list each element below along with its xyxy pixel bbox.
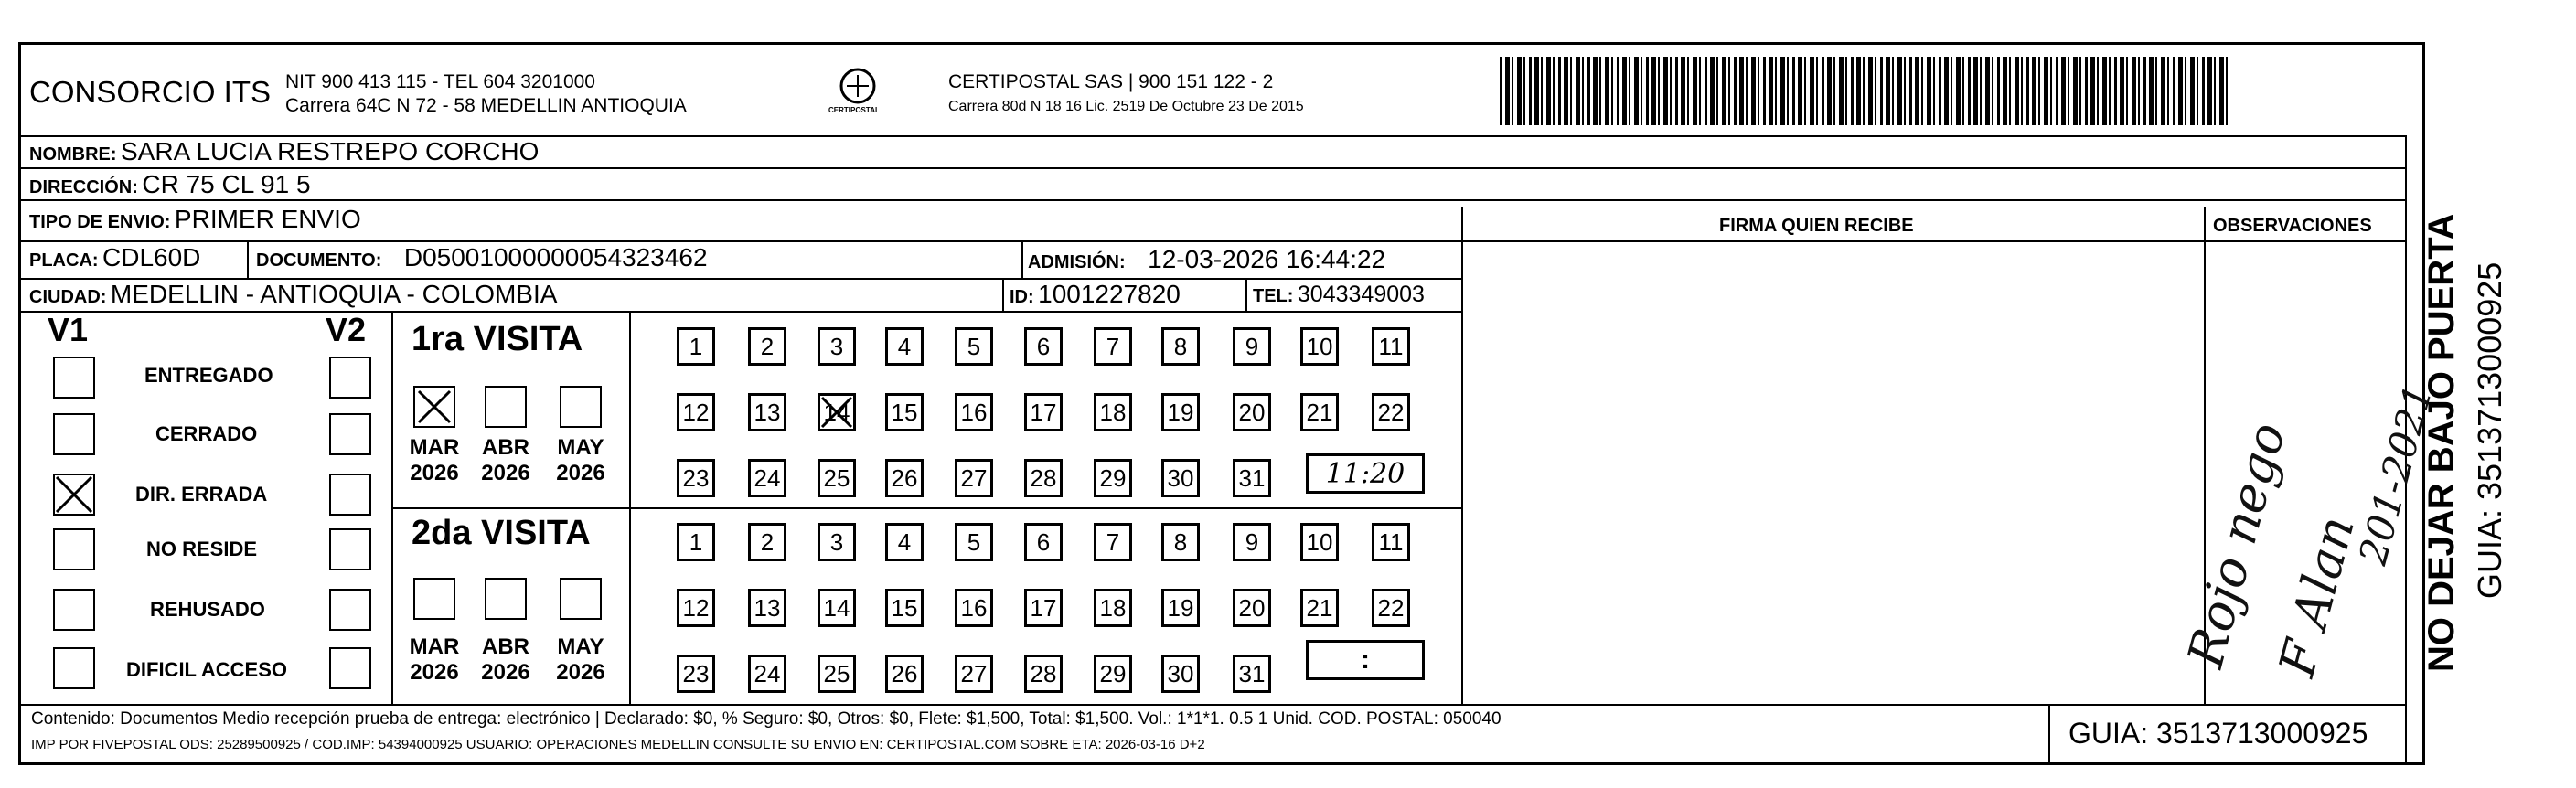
check-x-icon xyxy=(415,388,454,426)
divider xyxy=(18,311,1461,313)
second-visit-day-30[interactable]: 30 xyxy=(1161,655,1200,693)
id-label: ID: xyxy=(1010,287,1034,307)
company-name: CONSORCIO ITS xyxy=(29,75,272,109)
status-rehusado: REHUSADO xyxy=(150,598,265,621)
v2-checkbox-cerrado[interactable] xyxy=(329,413,371,455)
first-visit-day-19[interactable]: 19 xyxy=(1161,393,1200,431)
divider xyxy=(1461,240,2405,242)
first-visit-day-12[interactable]: 12 xyxy=(677,393,715,431)
v2-checkbox-dir-errada[interactable] xyxy=(329,474,371,516)
divider xyxy=(1002,278,1004,311)
first-visit-month-mar-checkbox[interactable] xyxy=(413,386,455,428)
first-visit-day-31[interactable]: 31 xyxy=(1233,459,1271,497)
tipo-envio-value: PRIMER ENVIO xyxy=(174,205,361,233)
nombre-label: NOMBRE: xyxy=(29,144,117,165)
first-visit-day-24[interactable]: 24 xyxy=(748,459,786,497)
second-visit-day-11[interactable]: 11 xyxy=(1372,523,1410,561)
second-visit-time[interactable]: : xyxy=(1306,640,1425,680)
divider xyxy=(18,167,2405,169)
month-label-mar: MAR 2026 xyxy=(409,634,460,685)
admision-label: ADMISIÓN: xyxy=(1028,252,1126,272)
admision-value: 12-03-2026 16:44:22 xyxy=(1148,245,1386,273)
first-visit-day-18[interactable]: 18 xyxy=(1094,393,1132,431)
first-visit-day-5[interactable]: 5 xyxy=(955,327,993,366)
first-visit-day-21[interactable]: 21 xyxy=(1300,393,1339,431)
second-visit-day-7[interactable]: 7 xyxy=(1094,523,1132,561)
first-visit-day-23[interactable]: 23 xyxy=(677,459,715,497)
second-visit-day-22[interactable]: 22 xyxy=(1372,589,1410,627)
tel-label: TEL: xyxy=(1253,286,1294,306)
status-entregado: ENTREGADO xyxy=(144,364,273,387)
second-visit-day-27[interactable]: 27 xyxy=(955,655,993,693)
v2-checkbox-no-reside[interactable] xyxy=(329,528,371,570)
ciudad-label: CIUDAD: xyxy=(29,287,107,307)
first-visit-day-16[interactable]: 16 xyxy=(955,393,993,431)
first-visit-day-4[interactable]: 4 xyxy=(885,327,924,366)
observaciones-header: OBSERVACIONES xyxy=(2213,216,2372,236)
second-visit-day-29[interactable]: 29 xyxy=(1094,655,1132,693)
second-visit-month-abr-checkbox[interactable] xyxy=(485,578,527,620)
first-visit-day-9[interactable]: 9 xyxy=(1233,327,1271,366)
second-visit-day-28[interactable]: 28 xyxy=(1024,655,1063,693)
first-visit-day-27[interactable]: 27 xyxy=(955,459,993,497)
second-visit-day-14[interactable]: 14 xyxy=(818,589,856,627)
second-visit-day-4[interactable]: 4 xyxy=(885,523,924,561)
second-visit-day-19[interactable]: 19 xyxy=(1161,589,1200,627)
first-visit-day-8[interactable]: 8 xyxy=(1161,327,1200,366)
month-label-may: MAY 2026 xyxy=(556,435,605,485)
status-dificil-acceso: DIFICIL ACCESO xyxy=(126,658,288,681)
v1-checkbox-dificil-acceso[interactable] xyxy=(53,647,95,689)
first-visit-day-14[interactable]: 14 xyxy=(818,393,856,431)
second-visit-day-2[interactable]: 2 xyxy=(748,523,786,561)
v2-checkbox-dificil-acceso[interactable] xyxy=(329,647,371,689)
v1-checkbox-rehusado[interactable] xyxy=(53,589,95,631)
second-visit-day-1[interactable]: 1 xyxy=(677,523,715,561)
divider xyxy=(18,704,2405,706)
divider xyxy=(1461,207,1463,704)
documento-label: DOCUMENTO: xyxy=(256,250,382,271)
status-cerrado: CERRADO xyxy=(155,422,258,445)
firma-header: FIRMA QUIEN RECIBE xyxy=(1719,216,1914,236)
first-visit-day-3[interactable]: 3 xyxy=(818,327,856,366)
divider xyxy=(247,240,249,278)
first-visit-day-2[interactable]: 2 xyxy=(748,327,786,366)
first-visit-day-15[interactable]: 15 xyxy=(885,393,924,431)
v1-header: V1 xyxy=(48,311,89,348)
first-visit-day-25[interactable]: 25 xyxy=(818,459,856,497)
second-visit-day-13[interactable]: 13 xyxy=(748,589,786,627)
first-visit-day-28[interactable]: 28 xyxy=(1024,459,1063,497)
v1-checkbox-dir-errada[interactable] xyxy=(53,474,95,516)
first-visit-day-26[interactable]: 26 xyxy=(885,459,924,497)
direccion-value: CR 75 CL 91 5 xyxy=(142,170,311,198)
placa-label: PLACA: xyxy=(29,250,99,271)
placa-value: CDL60D xyxy=(102,243,201,272)
second-visit-day-31[interactable]: 31 xyxy=(1233,655,1271,693)
first-visit-day-11[interactable]: 11 xyxy=(1372,327,1410,366)
v2-checkbox-rehusado[interactable] xyxy=(329,589,371,631)
month-label-abr: ABR 2026 xyxy=(481,634,530,685)
first-visit-day-30[interactable]: 30 xyxy=(1161,459,1200,497)
second-visit-day-25[interactable]: 25 xyxy=(818,655,856,693)
second-visit-day-6[interactable]: 6 xyxy=(1024,523,1063,561)
first-visit-day-6[interactable]: 6 xyxy=(1024,327,1063,366)
second-visit-day-18[interactable]: 18 xyxy=(1094,589,1132,627)
handwritten-note: Rojo nego xyxy=(2176,416,2297,674)
second-visit-day-21[interactable]: 21 xyxy=(1300,589,1339,627)
tel-value: 3043349003 xyxy=(1297,282,1425,307)
side-warning: NO DEJAR BAJO PUERTA xyxy=(2421,213,2462,672)
status-dir-errada: DIR. ERRADA xyxy=(135,483,268,506)
second-visit-day-8[interactable]: 8 xyxy=(1161,523,1200,561)
id-value: 1001227820 xyxy=(1038,280,1181,308)
second-visit-day-9[interactable]: 9 xyxy=(1233,523,1271,561)
first-visit-day-1[interactable]: 1 xyxy=(677,327,715,366)
logo-text: CERTIPOSTAL xyxy=(828,106,880,114)
second-visit-day-17[interactable]: 17 xyxy=(1024,589,1063,627)
second-visit-day-12[interactable]: 12 xyxy=(677,589,715,627)
second-visit-month-mar-checkbox[interactable] xyxy=(413,578,455,620)
month-label-mar: MAR 2026 xyxy=(409,435,460,485)
first-visit-day-7[interactable]: 7 xyxy=(1094,327,1132,366)
v2-header: V2 xyxy=(326,311,367,348)
second-visit-month-may-checkbox[interactable] xyxy=(560,578,602,620)
second-visit-day-15[interactable]: 15 xyxy=(885,589,924,627)
second-visit-day-26[interactable]: 26 xyxy=(885,655,924,693)
documento-value: D05001000000054323462 xyxy=(403,243,708,272)
second-visit-day-16[interactable]: 16 xyxy=(955,589,993,627)
second-visit-day-10[interactable]: 10 xyxy=(1300,523,1339,561)
side-guia: GUIA: 3513713000925 xyxy=(2471,261,2508,599)
v1-checkbox-no-reside[interactable] xyxy=(53,528,95,570)
first-visit-day-10[interactable]: 10 xyxy=(1300,327,1339,366)
divider xyxy=(391,507,1461,509)
handwritten-date: 201-2021 xyxy=(2350,379,2442,570)
first-visit-day-17[interactable]: 17 xyxy=(1024,393,1063,431)
first-visit-month-may-checkbox[interactable] xyxy=(560,386,602,428)
footer-guia: GUIA: 3513713000925 xyxy=(2068,717,2368,750)
second-visit-day-23[interactable]: 23 xyxy=(677,655,715,693)
second-visit-day-24[interactable]: 24 xyxy=(748,655,786,693)
first-visit-time[interactable]: 11:20 xyxy=(1306,453,1425,494)
divider xyxy=(18,199,2405,201)
first-visit-title: 1ra VISITA xyxy=(412,320,583,358)
second-visit-day-3[interactable]: 3 xyxy=(818,523,856,561)
second-visit-day-20[interactable]: 20 xyxy=(1233,589,1271,627)
footer-content: Contenido: Documentos Medio recepción prueba de entrega: electrónico | Declarado: $0, % Seguro: $0, Otros: $0, Flete: $1,500, Total: $1,500. Vol.: 1*1*1. 0.5 1 Unid. COD. POSTAL: 050040 xyxy=(31,709,1502,729)
barcode xyxy=(1500,57,2231,125)
first-visit-day-29[interactable]: 29 xyxy=(1094,459,1132,497)
company-nit: NIT 900 413 115 - TEL 604 3201000 xyxy=(285,71,595,92)
direccion-label: DIRECCIÓN: xyxy=(29,177,138,197)
ciudad-value: MEDELLIN - ANTIOQUIA - COLOMBIA xyxy=(110,280,558,308)
divider xyxy=(2048,704,2050,765)
handwritten-signature: F Alan xyxy=(2268,510,2366,683)
second-visit-day-5[interactable]: 5 xyxy=(955,523,993,561)
v1-checkbox-entregado[interactable] xyxy=(53,357,95,399)
tipo-envio-label: TIPO DE ENVIO: xyxy=(29,212,171,232)
certipostal-logo-icon xyxy=(838,66,878,106)
divider xyxy=(1245,278,1247,311)
month-label-abr: ABR 2026 xyxy=(481,435,530,485)
first-visit-month-abr-checkbox[interactable] xyxy=(485,386,527,428)
status-no-reside: NO RESIDE xyxy=(146,538,258,560)
first-visit-day-22[interactable]: 22 xyxy=(1372,393,1410,431)
company-address: Carrera 64C N 72 - 58 MEDELLIN ANTIOQUIA xyxy=(285,95,687,116)
footer-print-info: IMP POR FIVEPOSTAL ODS: 25289500925 / COD.IMP: 54394000925 USUARIO: OPERACIONES MEDELLIN CONSULTE SU ENVIO EN: CERTIPOSTAL.COM SOBRE ETA: 2026-03-16 D+2 xyxy=(31,737,1205,752)
first-visit-day-20[interactable]: 20 xyxy=(1233,393,1271,431)
first-visit-day-13[interactable]: 13 xyxy=(748,393,786,431)
second-visit-title: 2da VISITA xyxy=(412,514,591,552)
month-label-may: MAY 2026 xyxy=(556,634,605,685)
divider xyxy=(1021,240,1023,278)
nombre-value: SARA LUCIA RESTREPO CORCHO xyxy=(121,137,540,165)
carrier-name: CERTIPOSTAL SAS | 900 151 122 - 2 xyxy=(948,71,1274,92)
v1-checkbox-cerrado[interactable] xyxy=(53,413,95,455)
v2-checkbox-entregado[interactable] xyxy=(329,357,371,399)
carrier-address: Carrera 80d N 18 16 Lic. 2519 De Octubre 23 De 2015 xyxy=(948,99,1304,114)
check-x-icon xyxy=(55,475,93,514)
